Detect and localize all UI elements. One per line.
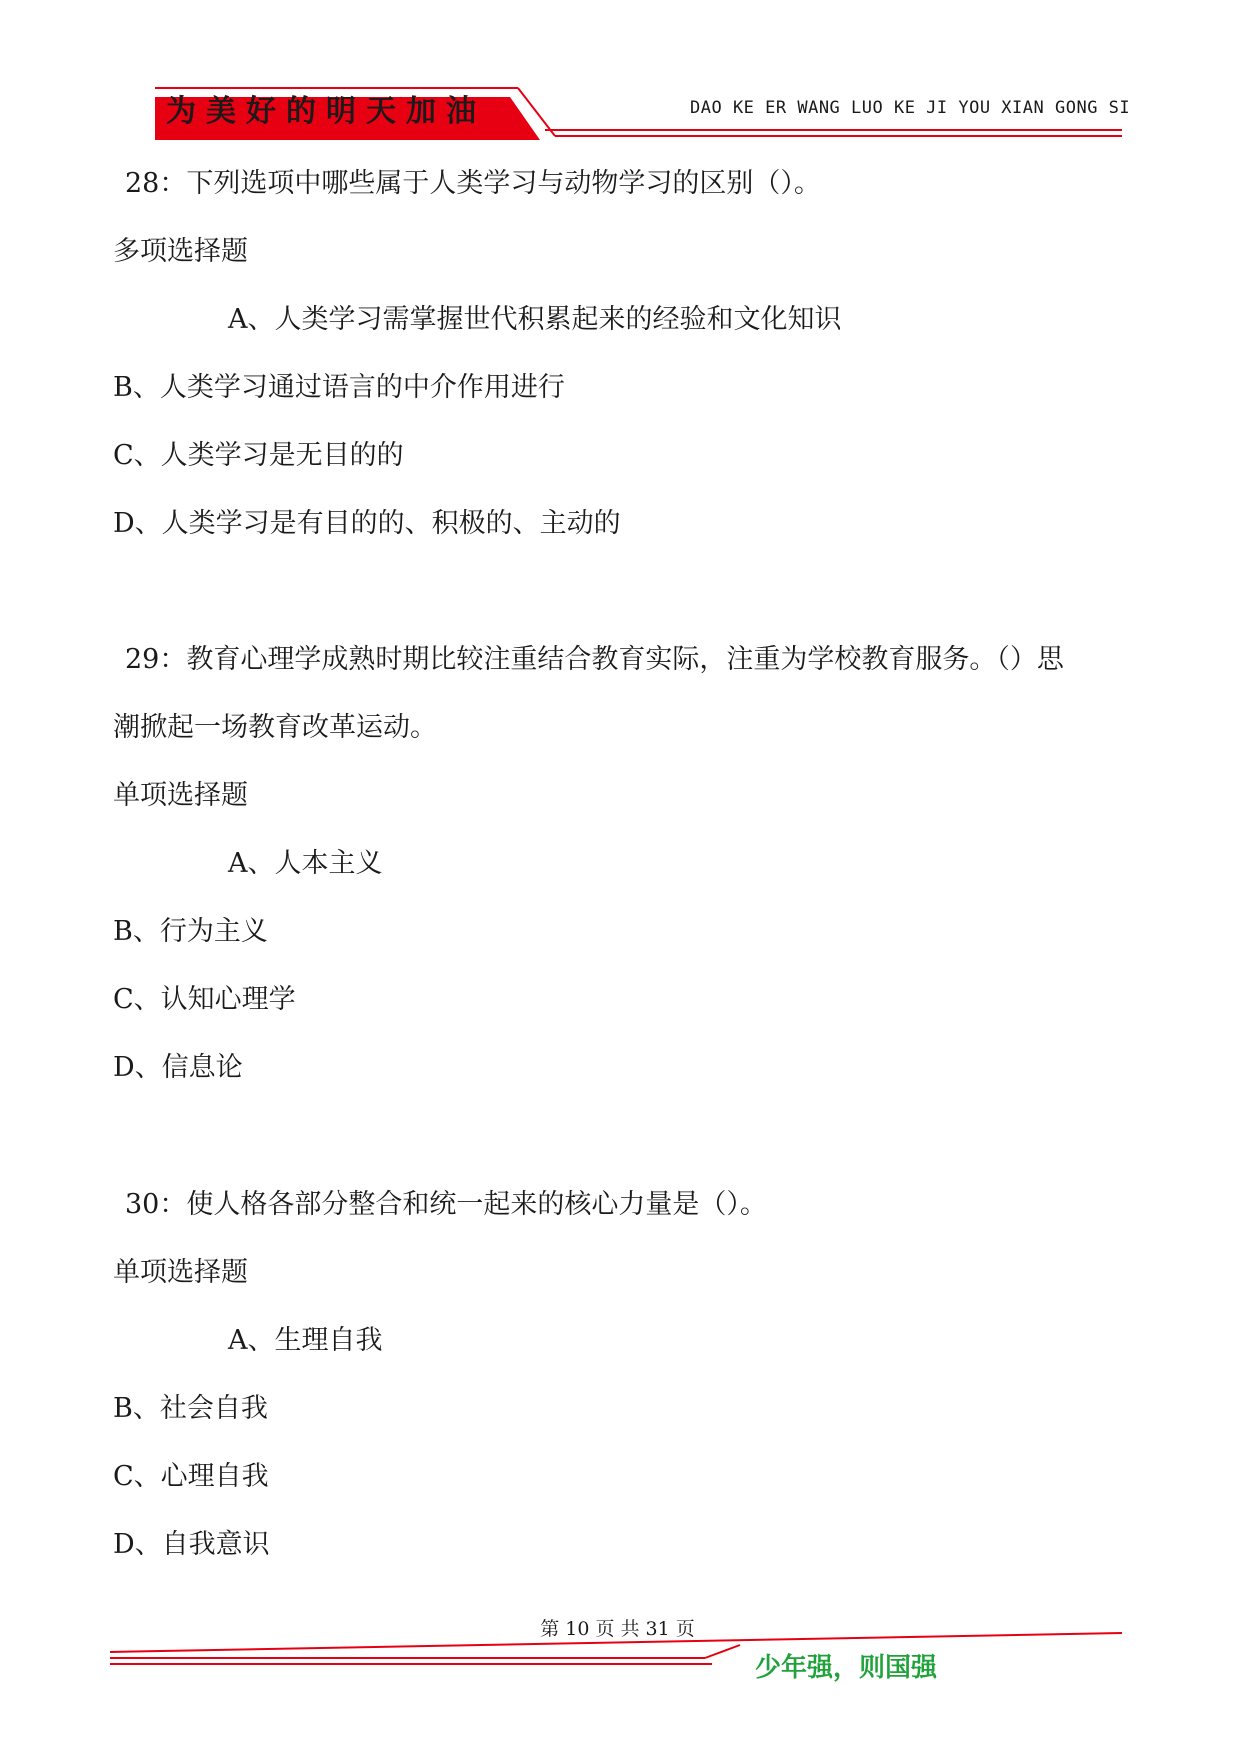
- header-slogan: 为美好的明天加油: [166, 94, 486, 129]
- header-company-name: DAO KE ER WANG LUO KE JI YOU XIAN GONG SI: [690, 98, 1131, 118]
- question-29-option-c: C、认知心理学: [113, 984, 296, 1015]
- question-30-option-c: C、心理自我: [113, 1461, 269, 1492]
- question-29-option-b: B、行为主义: [113, 916, 268, 947]
- header-banner: [0, 0, 1235, 160]
- question-28-option-b: B、人类学习通过语言的中介作用进行: [113, 372, 565, 403]
- footer-lines: [0, 1600, 1235, 1700]
- question-30-option-d: D、自我意识: [113, 1529, 270, 1560]
- question-30-stem: 30：使人格各部分整合和统一起来的核心力量是（）。: [125, 1189, 767, 1220]
- question-29-stem: 29：教育心理学成熟时期比较注重结合教育实际，注重为学校教育服务。（）思: [125, 644, 1064, 675]
- page-number: 第 10 页 共 31 页: [540, 1618, 695, 1640]
- question-29-option-d: D、信息论: [113, 1052, 243, 1083]
- question-30-option-b: B、社会自我: [113, 1393, 268, 1424]
- question-30-option-a: A、生理自我: [228, 1325, 383, 1356]
- question-29-type: 单项选择题: [113, 780, 248, 811]
- question-29-option-a: A、人本主义: [228, 848, 383, 879]
- question-28-option-c: C、人类学习是无目的的: [113, 440, 404, 471]
- question-30-type: 单项选择题: [113, 1257, 248, 1288]
- question-28-option-d: D、人类学习是有目的的、积极的、主动的: [113, 508, 621, 539]
- question-28-type: 多项选择题: [113, 236, 248, 267]
- question-28-option-a: A、人类学习需掌握世代积累起来的经验和文化知识: [228, 304, 842, 335]
- question-29-stem-continued: 潮掀起一场教育改革运动。: [113, 712, 437, 743]
- question-28-stem: 28：下列选项中哪些属于人类学习与动物学习的区别（）。: [125, 168, 821, 199]
- footer-motto: 少年强，则国强: [755, 1653, 938, 1683]
